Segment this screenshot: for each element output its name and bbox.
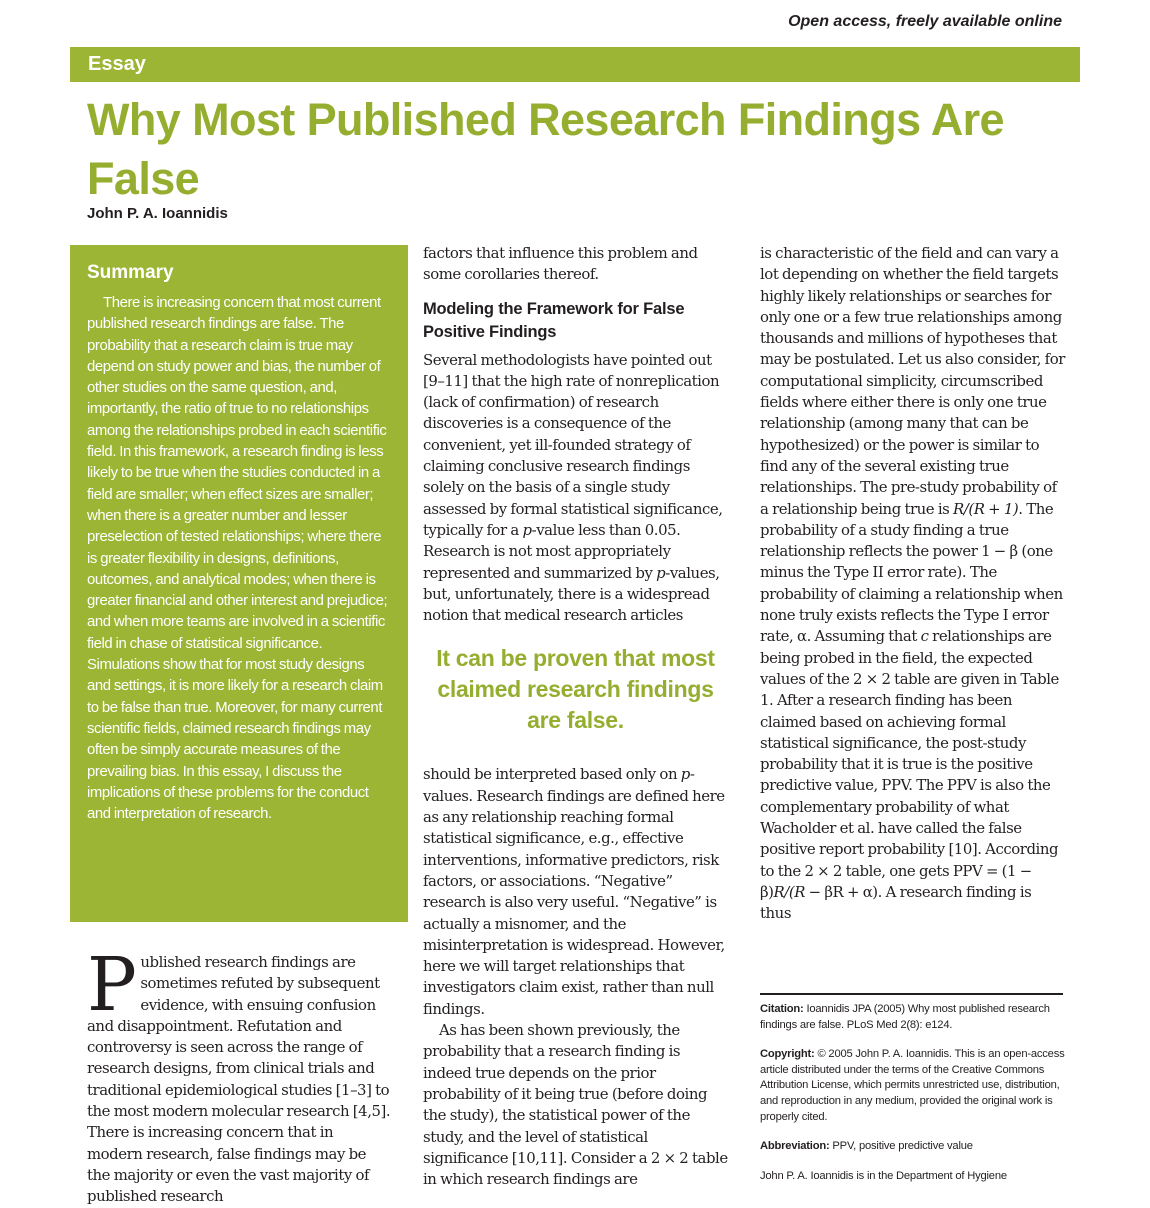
- summary-text: There is increasing concern that most current published research findings are false. The probability that a research claim is true may depend on study power and bias, the number of other studies on the same question, and, importantly, the ratio of true to no relationships among the relationships probed in each scientific field. In this framework, a research finding is less likely to be true when the studies conducted in a field are smaller; when effect sizes are smaller; when there is a greater number and lesser preselection of tested relationships; where there is greater flexibility in designs, definitions, outcomes, and analytical modes; when there is greater financial and other interest and prejudice; and when more teams are involved in a scientific field in chase of statistical significance. Simulations show that for most study designs and settings, it is more likely for a research claim to be false than true. Moreover, for many current scientific fields, claimed research findings may often be simply accurate measures of the prevailing bias. In this essay, I discuss the implications of these problems for the conduct and interpretation of research.: [87, 295, 388, 823]
- article-notes: [760, 1002, 1065, 1198]
- citation-note: Citation: Ioannidis JPA (2005) Why most published research findings are false. PLoS Med 2(8): e124.: [760, 1003, 1050, 1031]
- intro-paragraph: ublished research findings are sometimes refuted by subsequent evidence, with ensuing confusion and disappointment. Refutation and controversy is seen across the range of research designs, from clinical trials and traditional epidemiological studies [1–3] to the most modern molecular research [4,5]. There is increasing concern that in modern research, false findings may be the majority or even the vast majority of published research: [87, 953, 391, 1206]
- drop-cap: P: [87, 942, 137, 1028]
- affiliation-note: John P. A. Ioannidis is in the Department of Hygiene: [760, 1169, 1007, 1182]
- paragraph-methodologists: Several methodologists have pointed out [9–11] that the high rate of nonreplication (lack of confirmation) of research discoveries is a consequence of the convenient, yet ill-founded strategy of claiming conclusive research findings solely on the basis of a single study assessed by formal statistical significance, typically for a p-value less than 0.05. Research is not most appropriately represented and summarized by p-values, but, unfortunately, there is a widespread notion that medical research articles: [423, 350, 723, 625]
- summary-heading: Summary: [87, 262, 174, 283]
- paragraph-continued: factors that influence this problem and some corollaries thereof.: [423, 244, 698, 284]
- paragraph-probability: As has been shown previously, the probability that a research finding is indeed true depends on the prior probability of it being true (before doing the study), the statistical power of the study, and the level of statistical significance [10,11]. Consider a 2 × 2 table in which research findings are: [423, 1021, 728, 1189]
- paragraph-ppv: is characteristic of the field and can vary a lot depending on whether the field targets highly likely relationships or searches for only one or a few true relationships among thousands and millions of hypotheses that may be postulated. Let us also consider, for computational simplicity, circumscribed fields where either there is only one true relationship (among many that can be hypothesized) or the power is similar to find any of the several existing true relationships. The pre-study probability of a relationship being true is R/(R + 1). The probability of a study finding a true relationship reflects the power 1 − β (one minus the Type II error rate). The probability of claiming a relationship when none truly exists reflects the Type I error rate, α. Assuming that c relationships are being probed in the field, the expected values of the 2 × 2 table are given in Table 1. After a research finding has been claimed based on achieving formal statistical significance, the post-study probability that it is true is the positive predictive value, PPV. The PPV is also the complementary probability of what Wacholder et al. have called the false positive report probability [10]. According to the 2 × 2 table, one gets PPV = (1 − β)R/(R − βR + α). A research finding is thus: [760, 244, 1065, 923]
- author-name: John P. A. Ioannidis: [87, 205, 228, 222]
- section-bar: [70, 47, 1080, 82]
- section-subheading: Modeling the Framework for False Positive Findings: [423, 299, 685, 341]
- copyright-note: Copyright: © 2005 John P. A. Ioannidis. This is an open-access article distributed under the terms of the Creative Commons Attribution License, which permits unrestricted use, distribution, and reproduction in any medium, provided the original work is properly cited.: [760, 1048, 1065, 1123]
- column-1: [87, 942, 392, 1208]
- open-access-label: Open access, freely available online: [788, 13, 1062, 30]
- summary-box: [70, 245, 408, 922]
- section-label: Essay: [88, 53, 146, 75]
- paragraph-pvalues: should be interpreted based only on p-values. Research findings are defined here as any relationship reaching formal statistical significance, e.g., effective interventions, informative predictors, risk factors, or associations. “Negative” research is also very useful. “Negative” is actually a misnomer, and the misinterpretation is widespread. However, here we will target relationships that investigators claim exist, rather than null findings.: [423, 765, 725, 1018]
- column-3: [760, 243, 1065, 925]
- notes-divider: [760, 993, 1063, 995]
- abbreviation-note: Abbreviation: PPV, positive predictive value: [760, 1140, 973, 1153]
- article-title: Why Most Published Research Findings Are False: [87, 94, 1004, 204]
- pull-quote: It can be proven that most claimed research findings are false.: [436, 645, 715, 734]
- column-2: [423, 243, 728, 1190]
